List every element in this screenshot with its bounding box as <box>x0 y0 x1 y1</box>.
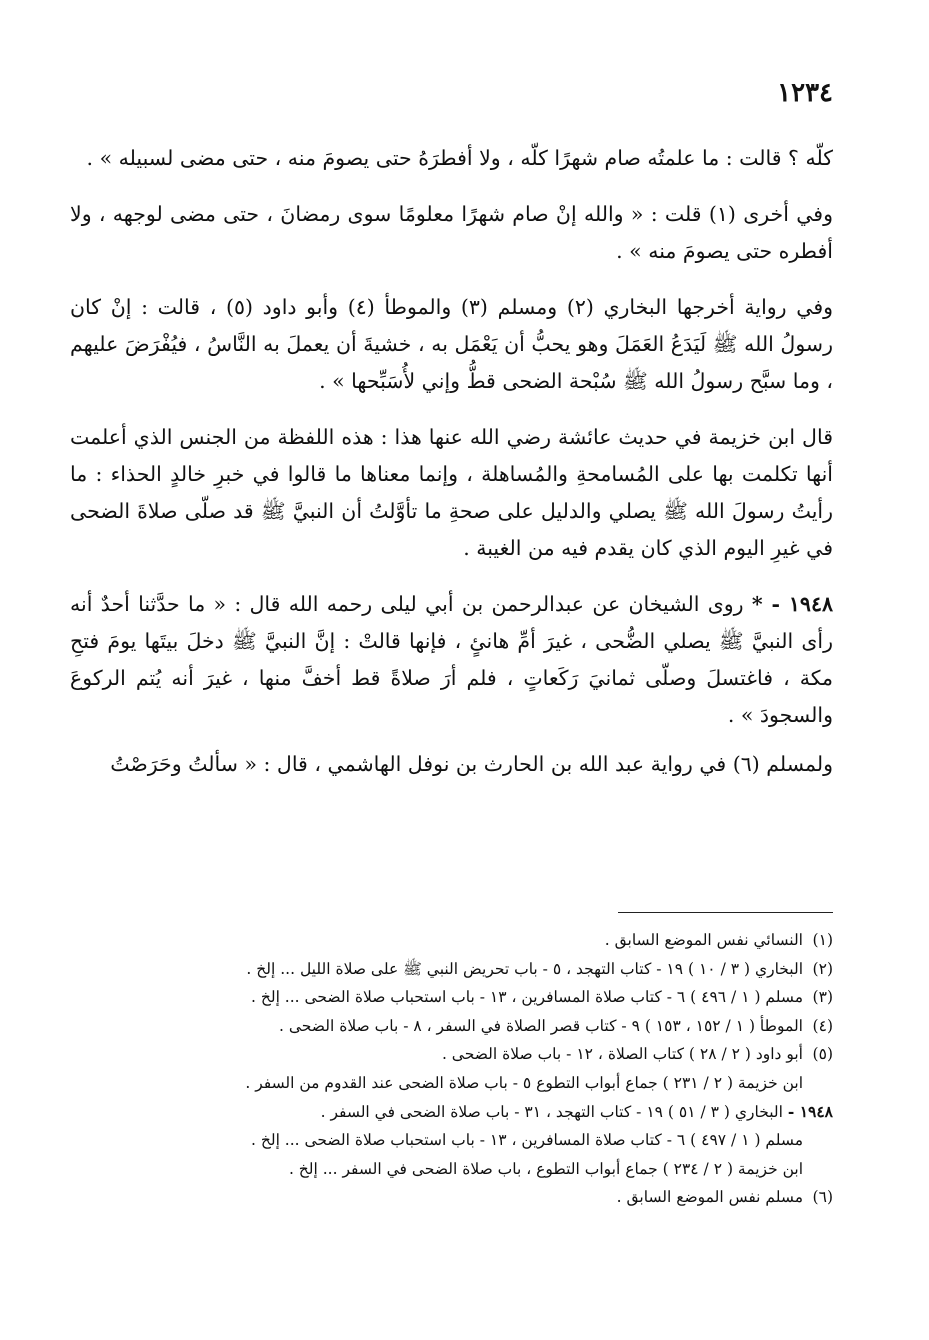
footnote-text: البخاري ( ٣ / ٥١ ) ١٩ - كتاب التهجد ، ٣١ - باب صلاة الضحى في السفر . <box>320 1102 783 1121</box>
footnote-text: النسائي نفس الموضع السابق . <box>604 931 803 949</box>
footnote <box>150 1155 833 1184</box>
footnote-text: ابن خزيمة ( ٢ / ٢٣١ ) جماع أبواب التطوع ٥ - باب صلاة الضحى عند القدوم من السفر . <box>245 1073 803 1092</box>
hadith-paragraph <box>70 586 833 734</box>
hadith-number: ١٩٤٨ - * <box>751 592 833 616</box>
footnote <box>150 1069 833 1098</box>
hadith-text: روى الشيخان عن عبدالرحمن بن أبي ليلى رحمه الله قال : « ما حدَّثنا أحدٌ أنه رأى النبيَّ ﷺ يصلي الضُّحى ، غيرَ أمِّ هانئٍ ، فإنها قالتْ : إنَّ النبيَّ ﷺ دخلَ بيتَها يومَ فتحِ مكة ، فاغتسلَ وصلّى ثمانيَ رَكَعاتٍ ، فلم أرَ صلاةً قط أخفَّ منها ، غيرَ أنه يُتم الركوعَ والسجودَ » . <box>70 592 833 727</box>
footnote-text: الموطأ ( ١ / ١٥٢ ، ١٥٣ ) ٩ - كتاب قصر الصلاة في السفر ، ٨ - باب صلاة الضحى . <box>279 1016 803 1035</box>
footnote-number: (٤) <box>812 1016 833 1035</box>
main-text <box>70 140 833 802</box>
footnote-hadith-number: ١٩٤٨ - <box>787 1101 833 1121</box>
footnote-text: مسلم ( ١ / ٤٩٧ ) ٦ - كتاب صلاة المسافرين ، ١٣ - باب استحباب صلاة الضحى ... إلخ . <box>250 1131 803 1150</box>
footnote <box>150 983 833 1012</box>
paragraph: وفي رواية أخرجها البخاري (٢) ومسلم (٣) والموطأ (٤) وأبو داود (٥) ، قالت : إنْ كان رسولُ الله ﷺ لَيَدَعُ العَمَلَ وهو يحبُّ أن يَعْمَل به ، خشيةَ أن يعملَ به النَّاسُ ، فيُفْرَضَ عليهم ، وما سبَّح رسولُ الله ﷺ سُبْحة الضحى قطُّ وإني لأُسَبِّحها » . <box>70 295 834 393</box>
footnote-text: أبو داود ( ٢ / ٢٨ ) كتاب الصلاة ، ١٢ - باب صلاة الضحى . <box>441 1045 803 1064</box>
footnote <box>150 1040 833 1069</box>
footnote <box>150 1126 833 1155</box>
footnote-text: مسلم نفس الموضع السابق . <box>616 1188 803 1207</box>
footnote <box>150 955 833 984</box>
footnote-text: البخاري ( ٣ / ١٠ ) ١٩ - كتاب التهجد ، ٥ - باب تحريض النبي ﷺ على صلاة الليل ... إلخ . <box>246 959 803 978</box>
footnote-number: (٣) <box>812 988 833 1007</box>
footnote-number: (٥) <box>812 1045 833 1064</box>
paragraph: ولمسلم (٦) في رواية عبد الله بن الحارث بن نوفل الهاشمي ، قال : « سألتُ وحَرَصْتُ <box>110 752 833 776</box>
page-number: ١٢٣٤ <box>777 78 833 108</box>
paragraph: وفي أخرى (١) قلت : « والله إنْ صام شهرًا معلومًا سوى رمضانَ ، حتى مضى لوجهه ، ولا أفطره حتى يصومَ منه » . <box>70 202 833 263</box>
footnote <box>150 1098 833 1127</box>
footnote-text: ابن خزيمة ( ٢ / ٢٣٤ ) جماع أبواب التطوع ، باب صلاة الضحى في السفر ... إلخ . <box>288 1159 803 1178</box>
footnote <box>150 926 833 955</box>
footnote-number: (١) <box>812 931 833 949</box>
footnote <box>150 1012 833 1041</box>
footnote-number: (٦) <box>812 1188 833 1207</box>
footnote-divider <box>618 912 833 913</box>
footnote <box>150 1183 833 1212</box>
footnote-number: (٢) <box>812 959 833 978</box>
footnote-text: مسلم ( ١ / ٤٩٦ ) ٦ - كتاب صلاة المسافرين ، ١٣ - باب استحباب صلاة الضحى ... إلخ . <box>250 988 803 1007</box>
paragraph: كلّه ؟ قالت : ما علمتُه صام شهرًا كلّه ، ولا أفطرَهُ حتى يصومَ منه ، حتى مضى لسبيله » . <box>86 146 833 170</box>
footnotes <box>150 926 833 1212</box>
paragraph: قال ابن خزيمة في حديث عائشة رضي الله عنها هذا : هذه اللفظة من الجنس الذي أعلمت أنها تكلمت بها على المُسامحةِ والمُساهلة ، وإنما معناها ما قالوا في خبرِ خالدٍ الحذاء : ما رأيتُ رسولَ الله ﷺ يصلي والدليل على صحةِ ما تأوَّلتُ أن النبيَّ ﷺ قد صلّى صلاةَ الضحى في غيرِ اليوم الذي كان يقدم فيه من الغيبة . <box>70 425 833 560</box>
